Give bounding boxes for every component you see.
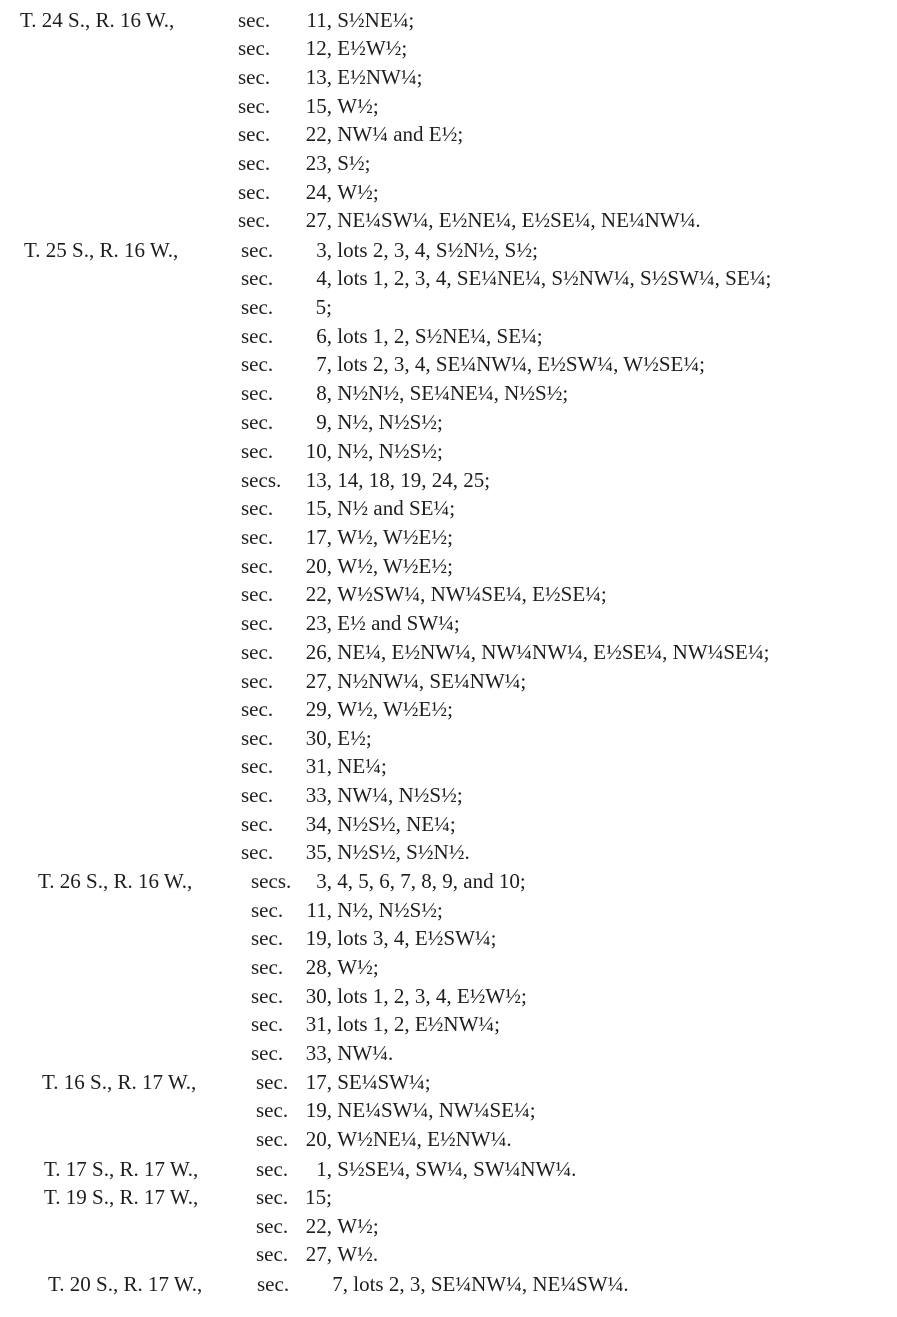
section-number: 13, <box>305 468 332 492</box>
section-description <box>302 552 453 580</box>
section-number: 33, <box>305 1041 332 1065</box>
section-row <box>0 120 897 148</box>
section-label: sec. <box>251 955 284 979</box>
section-row <box>0 1068 897 1096</box>
subdivision-text: N½, N½S½; <box>337 410 443 434</box>
section-number: 30, <box>305 726 332 750</box>
section-label: sec. <box>238 122 271 146</box>
section-number: 8, <box>316 381 332 405</box>
section-number: 30, <box>305 984 332 1008</box>
section-label: sec. <box>251 926 284 950</box>
section-label: sec. <box>241 525 274 549</box>
section-description <box>302 437 443 465</box>
township-range-label: T. 17 S., R. 17 W., <box>44 1157 199 1181</box>
section-row <box>0 206 897 234</box>
section-row <box>0 638 897 666</box>
subdivision-text: 4, 5, 6, 7, 8, 9, and 10; <box>337 869 526 893</box>
section-number: 27, <box>305 669 332 693</box>
section-row <box>0 896 897 924</box>
section-number: 11, <box>306 8 332 32</box>
subdivision-text: NE¼, E½NW¼, NW¼NW¼, E½SE¼, NW¼SE¼; <box>337 640 770 664</box>
section-row <box>0 466 897 494</box>
section-label: sec. <box>241 611 274 635</box>
section-number: 31, <box>305 1012 332 1036</box>
section-row <box>0 1155 897 1183</box>
subdivision-text: W½; <box>337 94 379 118</box>
section-number: 17, <box>305 525 332 549</box>
section-label: sec. <box>256 1070 289 1094</box>
section-number: 10, <box>305 439 332 463</box>
section-description <box>302 867 526 895</box>
subdivision-text: S½SE¼, SW¼, SW¼NW¼. <box>337 1157 577 1181</box>
section-number: 24, <box>305 180 332 204</box>
section-number: 22, <box>305 1214 332 1238</box>
section-description <box>302 6 414 34</box>
section-description <box>302 982 527 1010</box>
section-label: sec. <box>241 554 274 578</box>
section-description <box>302 781 463 809</box>
section-label: sec. <box>241 266 274 290</box>
section-row <box>0 1270 897 1298</box>
section-label: sec. <box>241 352 274 376</box>
section-number: 7, <box>316 352 332 376</box>
section-label: sec. <box>256 1214 289 1238</box>
section-label: sec. <box>241 324 274 348</box>
section-row <box>0 1125 897 1153</box>
section-row <box>0 63 897 91</box>
section-description <box>302 523 453 551</box>
subdivision-text: W½. <box>337 1242 379 1266</box>
subdivision-text: E½NW¼; <box>337 65 423 89</box>
subdivision-text: W½, W½E½; <box>337 697 453 721</box>
section-number: 20, <box>305 1127 332 1151</box>
section-label: sec. <box>238 65 271 89</box>
subdivision-text: N½, N½S½; <box>337 898 443 922</box>
section-label: sec. <box>241 410 274 434</box>
section-number: 33, <box>305 783 332 807</box>
section-description <box>302 953 379 981</box>
subdivision-text: NW¼. <box>337 1041 394 1065</box>
subdivision-text: W½; <box>337 180 379 204</box>
section-description <box>302 264 771 292</box>
section-number: 20, <box>305 554 332 578</box>
section-description <box>302 466 490 494</box>
section-row <box>0 924 897 952</box>
section-label: sec. <box>241 582 274 606</box>
section-row <box>0 236 897 264</box>
section-row <box>0 695 897 723</box>
section-row <box>0 1010 897 1038</box>
township-range-label: T. 26 S., R. 16 W., <box>38 869 193 893</box>
section-label: sec. <box>238 208 271 232</box>
section-label: secs. <box>241 468 282 492</box>
section-description <box>302 178 379 206</box>
section-number: 1, <box>316 1157 332 1181</box>
subdivision-text: N½S½, S½N½. <box>337 840 470 864</box>
section-row <box>0 810 897 838</box>
section-description <box>302 494 455 522</box>
section-description <box>302 34 407 62</box>
section-description <box>302 638 769 666</box>
section-label: sec. <box>241 295 274 319</box>
section-description <box>302 322 543 350</box>
section-label: sec. <box>241 783 274 807</box>
subdivision-text: lots 2, 3, 4, S½N½, S½; <box>337 238 538 262</box>
section-row <box>0 1212 897 1240</box>
section-description <box>302 609 460 637</box>
section-description <box>302 206 701 234</box>
section-label: sec. <box>241 640 274 664</box>
section-label: sec. <box>257 1272 290 1296</box>
subdivision-text: W½, W½E½; <box>337 525 453 549</box>
section-description <box>302 896 443 924</box>
section-row <box>0 178 897 206</box>
subdivision-text: lots 1, 2, 3, 4, SE¼NE¼, S½NW¼, S½SW¼, SE¼; <box>337 266 772 290</box>
subdivision-text: NE¼SW¼, NW¼SE¼; <box>337 1098 536 1122</box>
section-row <box>0 293 897 321</box>
subdivision-text: NE¼SW¼, E½NE¼, E½SE¼, NE¼NW¼. <box>337 208 701 232</box>
section-number: 6, <box>316 324 332 348</box>
section-label: sec. <box>251 1041 284 1065</box>
section-label: secs. <box>251 869 292 893</box>
section-number: 31, <box>305 754 332 778</box>
section-row <box>0 523 897 551</box>
subdivision-text: N½ and SE¼; <box>337 496 456 520</box>
section-row <box>0 1183 897 1211</box>
section-label: sec. <box>256 1098 289 1122</box>
section-number: 3, <box>316 869 332 893</box>
section-row <box>0 838 897 866</box>
section-label: sec. <box>238 151 271 175</box>
section-label: sec. <box>251 898 284 922</box>
subdivision-text: S½; <box>337 151 371 175</box>
section-description <box>302 724 372 752</box>
section-number: 35, <box>305 840 332 864</box>
section-label: sec. <box>256 1242 289 1266</box>
section-description <box>302 695 453 723</box>
section-row <box>0 552 897 580</box>
section-row <box>0 781 897 809</box>
section-number: 19, <box>305 1098 332 1122</box>
section-description <box>302 1212 379 1240</box>
section-description <box>302 752 387 780</box>
section-number: 27, <box>305 208 332 232</box>
section-label: sec. <box>238 180 271 204</box>
section-description <box>302 1125 512 1153</box>
subdivision-text: NW¼, N½S½; <box>337 783 463 807</box>
section-description <box>302 293 332 321</box>
section-description <box>302 1183 332 1211</box>
subdivision-text: lots 1, 2, S½NE¼, SE¼; <box>337 324 543 348</box>
subdivision-text: E½ and SW¼; <box>337 611 460 635</box>
section-label: sec. <box>251 984 284 1008</box>
section-row <box>0 953 897 981</box>
section-row <box>0 752 897 780</box>
section-row <box>0 264 897 292</box>
section-number: 11, <box>306 898 332 922</box>
section-label: sec. <box>241 238 274 262</box>
section-label: sec. <box>238 36 271 60</box>
section-row <box>0 6 897 34</box>
subdivision-text: N½NW¼, SE¼NW¼; <box>337 669 527 693</box>
section-row <box>0 609 897 637</box>
section-description <box>302 1240 378 1268</box>
section-label: sec. <box>241 754 274 778</box>
section-number: 12, <box>305 36 332 60</box>
subdivision-text: 14, 18, 19, 24, 25; <box>337 468 491 492</box>
section-description <box>302 1010 500 1038</box>
section-row <box>0 982 897 1010</box>
section-label: sec. <box>256 1127 289 1151</box>
section-number: 19, <box>305 926 332 950</box>
township-range-label: T. 19 S., R. 17 W., <box>44 1185 199 1209</box>
section-description <box>302 924 497 952</box>
section-description <box>302 379 568 407</box>
section-label: sec. <box>256 1185 289 1209</box>
section-row <box>0 1096 897 1124</box>
section-label: sec. <box>241 496 274 520</box>
section-number: 15, <box>305 496 332 520</box>
section-row <box>0 580 897 608</box>
section-number: 26, <box>305 640 332 664</box>
section-description <box>302 1096 536 1124</box>
section-row <box>0 1039 897 1067</box>
section-number: 15; <box>305 1185 332 1209</box>
subdivision-text: N½S½, NE¼; <box>337 812 456 836</box>
section-row <box>0 724 897 752</box>
section-number: 4, <box>316 266 332 290</box>
subdivision-text: lots 1, 2, 3, 4, E½W½; <box>337 984 527 1008</box>
section-label: sec. <box>238 8 271 32</box>
section-description <box>302 838 470 866</box>
section-description <box>302 1039 393 1067</box>
section-number: 23, <box>305 611 332 635</box>
subdivision-text: E½; <box>337 726 372 750</box>
section-description <box>302 120 463 148</box>
subdivision-text: lots 2, 3, SE¼NW¼, NE¼SW¼. <box>353 1272 629 1296</box>
township-range-label: T. 24 S., R. 16 W., <box>20 8 175 32</box>
township-range-label: T. 16 S., R. 17 W., <box>42 1070 197 1094</box>
section-number: 34, <box>305 812 332 836</box>
section-description <box>302 350 705 378</box>
section-label: sec. <box>238 94 271 118</box>
township-range-label: T. 25 S., R. 16 W., <box>24 238 179 262</box>
subdivision-text: W½NE¼, E½NW¼. <box>337 1127 512 1151</box>
subdivision-text: NW¼ and E½; <box>337 122 464 146</box>
section-description <box>302 236 538 264</box>
subdivision-text: N½N½, SE¼NE¼, N½S½; <box>337 381 569 405</box>
section-number: 3, <box>316 238 332 262</box>
section-row <box>0 350 897 378</box>
section-label: sec. <box>251 1012 284 1036</box>
section-number: 9, <box>316 410 332 434</box>
subdivision-text: NE¼; <box>337 754 387 778</box>
section-description <box>302 1155 576 1183</box>
section-label: sec. <box>256 1157 289 1181</box>
township-range-label: T. 20 S., R. 17 W., <box>48 1272 203 1296</box>
subdivision-text: W½; <box>337 1214 379 1238</box>
section-row <box>0 494 897 522</box>
section-description <box>302 810 456 838</box>
section-row <box>0 408 897 436</box>
section-label: sec. <box>241 381 274 405</box>
section-row <box>0 149 897 177</box>
section-row <box>0 34 897 62</box>
section-label: sec. <box>241 697 274 721</box>
section-row <box>0 379 897 407</box>
subdivision-text: W½; <box>337 955 379 979</box>
section-number: 22, <box>305 582 332 606</box>
section-row <box>0 437 897 465</box>
subdivision-text: lots 1, 2, E½NW¼; <box>337 1012 500 1036</box>
section-number: 29, <box>305 697 332 721</box>
section-label: sec. <box>241 439 274 463</box>
subdivision-text: N½, N½S½; <box>337 439 443 463</box>
section-label: sec. <box>241 840 274 864</box>
section-label: sec. <box>241 812 274 836</box>
section-number: 27, <box>305 1242 332 1266</box>
section-number: 7, <box>332 1272 348 1296</box>
section-row <box>0 867 897 895</box>
subdivision-text: S½NE¼; <box>337 8 415 32</box>
section-number: 5; <box>315 295 332 319</box>
section-description <box>302 63 422 91</box>
subdivision-text: lots 3, 4, E½SW¼; <box>337 926 497 950</box>
section-number: 22, <box>305 122 332 146</box>
section-label: sec. <box>241 726 274 750</box>
section-description <box>302 149 371 177</box>
section-number: 13, <box>305 65 332 89</box>
section-description <box>318 1270 629 1298</box>
section-description <box>302 580 607 608</box>
section-description <box>302 1068 431 1096</box>
section-row <box>0 92 897 120</box>
section-description <box>302 667 526 695</box>
section-number: 15, <box>305 94 332 118</box>
subdivision-text: W½SW¼, NW¼SE¼, E½SE¼; <box>337 582 607 606</box>
subdivision-text: SE¼SW¼; <box>337 1070 431 1094</box>
subdivision-text: E½W½; <box>337 36 408 60</box>
section-description <box>302 408 443 436</box>
subdivision-text: W½, W½E½; <box>337 554 453 578</box>
section-number: 28, <box>305 955 332 979</box>
section-row <box>0 1240 897 1268</box>
section-number: 17, <box>305 1070 332 1094</box>
section-description <box>302 92 379 120</box>
section-row <box>0 667 897 695</box>
section-label: sec. <box>241 669 274 693</box>
section-number: 23, <box>305 151 332 175</box>
subdivision-text: lots 2, 3, 4, SE¼NW¼, E½SW¼, W½SE¼; <box>337 352 705 376</box>
section-row <box>0 322 897 350</box>
